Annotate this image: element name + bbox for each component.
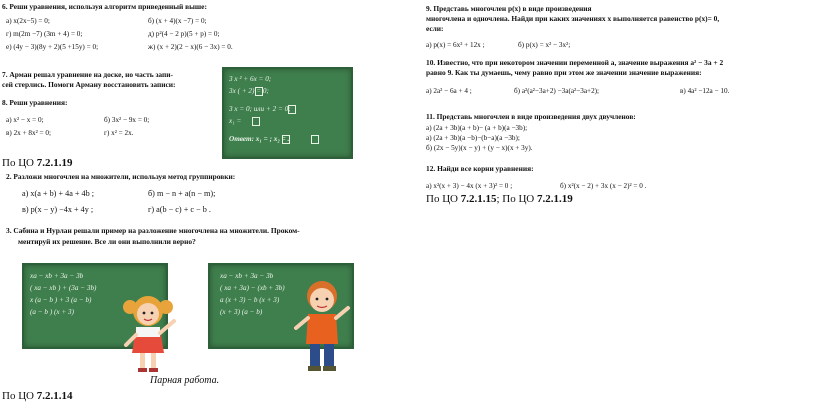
board7-line-4: x₁ = — [229, 117, 242, 125]
board7-answer: Ответ: x₁ = ; x₂ = . — [229, 135, 290, 143]
task9-title-3: если: — [426, 24, 444, 33]
boy-illustration — [290, 278, 356, 378]
board2-line-4: (x + 3) (a − b) — [220, 308, 263, 316]
board2-line-2: ( xa + 3a) − (xb + 3b) — [220, 284, 285, 292]
board2-line-3: a (x + 3) − b (x + 3) — [220, 296, 280, 304]
task6-e: е) (4y − 3)(8y + 2)(5 +15y) = 0; — [6, 43, 99, 51]
task11-a2: а) (2a + 3b)(a −b)−(b−a)(a −3b); — [426, 134, 520, 142]
task9-title-1: 9. Представь многочлен p(x) в виде произведения — [426, 4, 592, 13]
task8-b: б) 3x² − 9x = 0; — [104, 116, 150, 124]
task2-g: г) a(b − c) + c − b . — [148, 205, 211, 214]
board7-blank-4 — [282, 135, 290, 144]
board1-line-1: xa − xb + 3a − 3b — [30, 272, 84, 280]
task12-b: б) x²(x − 2) + 3x (x − 2)² = 0 . — [560, 182, 647, 190]
board1-line-2: ( xa − xb ) + (3a − 3b) — [30, 284, 97, 292]
task2-a: а) x(a + b) + 4a + 4b ; — [22, 189, 95, 198]
task3-title-1: 3. Сабина и Нурлан решали пример на разложение многочлена на множители. Проком- — [6, 226, 300, 235]
task6-d: д) p²(4 − 2 p)(5 + p) = 0; — [148, 30, 220, 38]
task6-b: б) (x + 4)(x −7) = 0; — [148, 17, 207, 25]
task2-v: в) p(x − y) −4x + 4y ; — [22, 205, 94, 214]
board7-line-1: 3 x ² + 6x = 0; — [229, 75, 272, 83]
task11-a1: а) (2a + 3b)(a + b)− (a + b)(a −3b); — [426, 124, 528, 132]
board7-blank-2 — [288, 105, 296, 114]
learning-objective-code-1 — [2, 157, 72, 169]
task12-a: а) x²(x + 3) − 4x (x + 3)² = 0 ; — [426, 182, 513, 190]
task10-b: б) a²(a²−3a+2) −3a(a²−3a+2); — [514, 87, 600, 95]
task7-title-1: 7. Арман решал уравнение на доске, но часть запи- — [2, 70, 174, 79]
board7-blank-5 — [311, 135, 319, 144]
board1-line-4: (a − b ) (x + 3) — [30, 308, 75, 316]
code-value: 7.2.1.14 — [36, 390, 73, 402]
task3-title-2: ментируй их решение. Все ли они выполнили верно? — [18, 237, 196, 246]
task8-title: 8. Реши уравнения: — [2, 98, 68, 107]
task2-b: б) m − n + a(n − m); — [148, 189, 216, 198]
learning-objective-code-2 — [2, 390, 72, 402]
code-prefix: По ЦО — [2, 157, 37, 169]
task6-a: а) x(2x−5) = 0; — [6, 17, 50, 25]
task10-v: в) 4a² −12a − 10. — [680, 87, 730, 95]
girl-illustration — [118, 293, 180, 375]
task10-title-1: 10. Известно, что при некотором значении переменной a, значение выражения a² − 3a + 2 — [426, 58, 724, 67]
board7-blank-3 — [252, 117, 260, 126]
task8-a: а) x² − x = 0; — [6, 116, 44, 124]
task8-v: в) 2x + 8x² = 0; — [6, 129, 51, 137]
task9-a: а) p(x) = 6x² + 12x ; — [426, 41, 485, 49]
code-value: 7.2.1.15 — [460, 193, 497, 205]
task2-title: 2. Разложи многочлен на множители, используя метод группировки: — [6, 172, 236, 181]
code-value: 7.2.1.19 — [36, 157, 73, 169]
task12-title: 12. Найди все корни уравнения: — [426, 164, 534, 173]
code-prefix: По ЦО — [2, 390, 37, 402]
code-separator: ; По ЦО — [496, 193, 537, 205]
task11-title: 11. Представь многочлен в виде произведения двух двучленов: — [426, 112, 636, 121]
learning-objective-code-3 — [426, 193, 573, 205]
task7-chalkboard — [222, 67, 353, 159]
task10-title-2: равно 9. Как ты думаешь, чему равно при этом же значении значение выражения: — [426, 68, 702, 77]
code-value-2: 7.2.1.19 — [536, 193, 573, 205]
code-prefix: По ЦО — [426, 193, 461, 205]
board7-blank-1 — [255, 87, 263, 96]
pair-work-label: Парная работа. — [150, 375, 220, 386]
board1-line-3: x (a − b ) + 3 (a − b) — [30, 296, 92, 304]
task7-title-2: сей стерлись. Помоги Арману восстановить записи: — [2, 80, 176, 89]
task9-b: б) p(x) = x² − 3x²; — [518, 41, 571, 49]
task6-title: 6. Реши уравнения, используя алгоритм приведенный выше: — [2, 2, 207, 11]
task10-a: а) 2a² − 6a + 4 ; — [426, 87, 472, 95]
board7-line-3: 3 x = 0; или + 2 = 0; — [229, 105, 291, 113]
board2-line-1: xa − xb + 3a − 3b — [220, 272, 274, 280]
task6-g: г) m(2m −7) (3m + 4) = 0; — [6, 30, 83, 38]
task11-b: б) (2x − 5y)(x − y) + (y − x)(x + 3y). — [426, 144, 533, 152]
task8-g: г) x² = 2x. — [104, 129, 134, 137]
board7-line-2: 3x ( + 2) = 0; — [229, 87, 269, 95]
task9-title-2: многочлена и одночлена. Найди при каких значениях x выполняется равенство p(x)= 0, — [426, 14, 720, 23]
task6-zh: ж) (x + 2)(2 − x)(6 − 3x) = 0. — [148, 43, 233, 51]
